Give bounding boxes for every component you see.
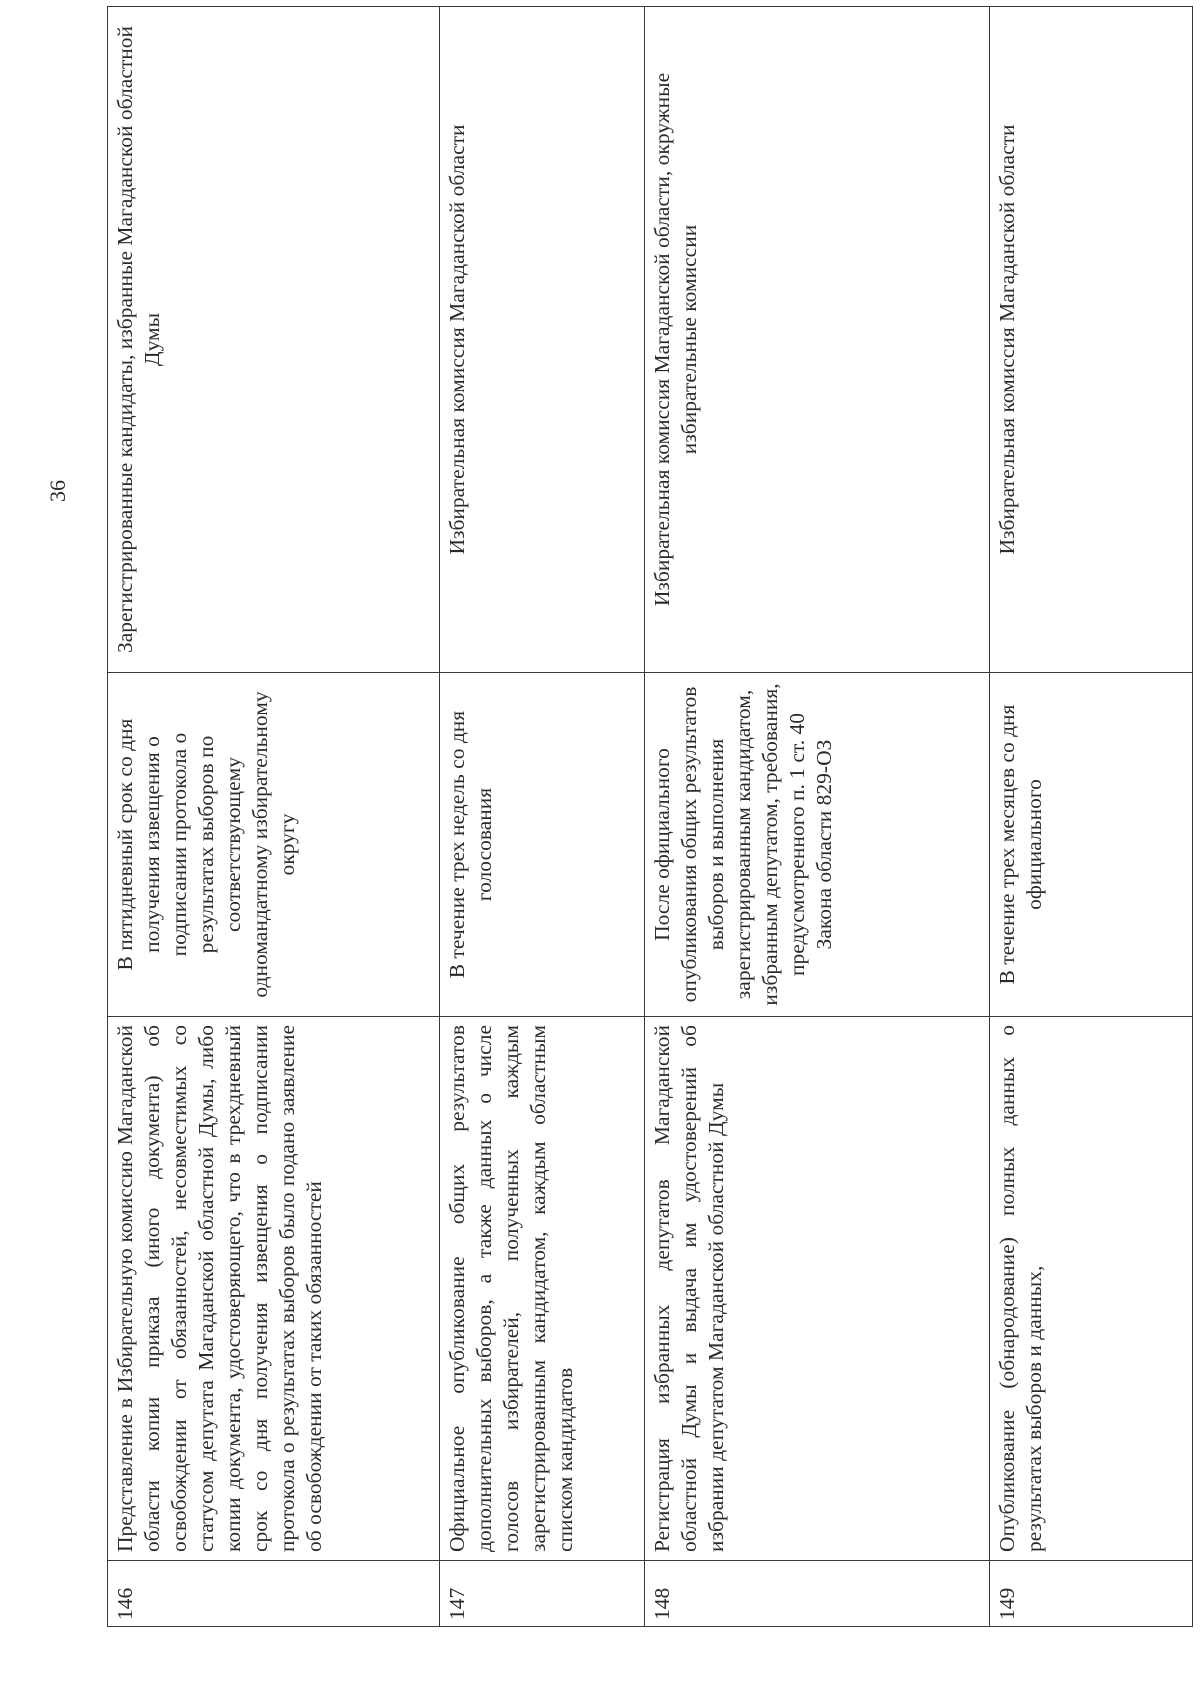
table-row	[990, 7, 1193, 1627]
row-number: 149	[990, 1561, 1193, 1627]
row-deadline: В пятидневный срок со дня получения извещения о подписании протокола о результатах выборов по соответствующему одномандатному избирательному округу	[108, 673, 440, 1017]
rotated-table-container	[107, 7, 1192, 1627]
row-responsible: Избирательная комиссия Магаданской области, окружные избирательные комиссии	[645, 7, 990, 673]
row-action: Представление в Избирательную комиссию Магаданской области копии приказа (иного документа) об освобождении от обязанностей, несовместимых со статусом депутата Магаданской областной Думы, либо копии документа, удостоверяющего, что в трехдневный срок со дня получения извещения о подписании протокола о результатах выборов было подано заявление об освобождении от таких обязанностей	[108, 1017, 440, 1561]
table-row	[645, 7, 990, 1627]
row-action: Регистрация избранных депутатов Магаданской областной Думы и выдача им удостоверений об избрании депутатом Магаданской областной Думы	[645, 1017, 990, 1561]
row-number: 147	[440, 1561, 645, 1627]
schedule-table	[107, 6, 1193, 1627]
row-responsible: Избирательная комиссия Магаданской области	[440, 7, 645, 673]
page-number: 36	[45, 480, 70, 502]
row-action: Опубликование (обнародование) полных данных о результатах выборов и данных,	[990, 1017, 1193, 1561]
row-responsible: Избирательная комиссия Магаданской области	[990, 7, 1193, 673]
table-row	[440, 7, 645, 1627]
row-action: Официальное опубликование общих результатов дополнительных выборов, а также данных о числе голосов избирателей, полученных каждым зарегистрированным кандидатом, каждым областным списком кандидатов	[440, 1017, 645, 1561]
row-deadline: В течение трех месяцев со дня официального	[990, 673, 1193, 1017]
row-number: 146	[108, 1561, 440, 1627]
table-row	[108, 7, 440, 1627]
row-responsible: Зарегистрированные кандидаты, избранные Магаданской областной Думы	[108, 7, 440, 673]
row-deadline: В течение трех недель со дня голосования	[440, 673, 645, 1017]
row-number: 148	[645, 1561, 990, 1627]
row-deadline: После официального опубликования общих результатов выборов и выполнения зарегистрированным кандидатом, избранным депутатом, требования, предусмотренного п. 1 ст. 40 Закона области 829-ОЗ	[645, 673, 990, 1017]
